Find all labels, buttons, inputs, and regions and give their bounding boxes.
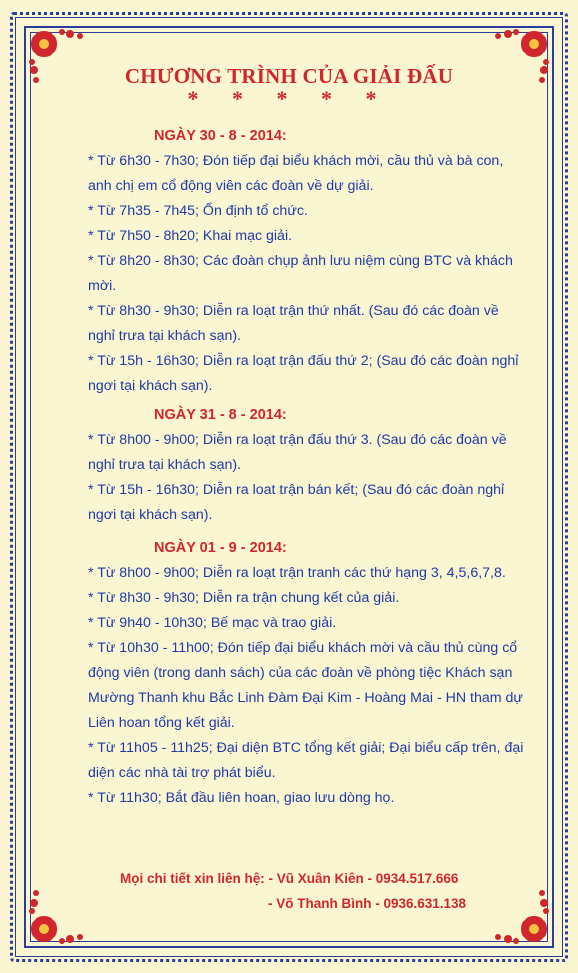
schedule [88,124,528,811]
schedule-item: * Từ 8h30 - 9h30; Diễn ra trận chung kết của giải. [88,590,400,606]
flower-corner-icon [490,885,552,947]
schedule-item: * Từ 15h - 16h30; Diễn ra loạt trận đấu thứ 2; (Sau đó các đoàn nghỉ ngơi tại khách sạn). [88,353,519,394]
schedule-item: * Từ 8h30 - 9h30; Diễn ra loạt trận thứ nhất. (Sau đó các đoàn về nghỉ trưa tại khách sạn). [88,303,499,344]
schedule-item: * Từ 7h50 - 8h20; Khai mạc giải. [88,228,293,244]
schedule-item: * Từ 15h - 16h30; Diễn ra loat trận bán kết; (Sau đó các đoàn nghỉ ngơi tại khách sạn). [88,482,505,523]
schedule-item: * Từ 6h30 - 7h30; Đón tiếp đại biểu khách mời, cầu thủ và bà con, anh chị em cổ động viên các đoàn về dự giải. [88,153,504,194]
day-heading: NGÀY 01 - 9 - 2014: [154,540,287,556]
schedule-item: * Từ 10h30 - 11h00; Đón tiếp đại biểu khách mời và cầu thủ cùng cổ động viên (trong danh sách) của các đoàn về phòng tiệc Khách sạn Mường Thanh khu Bắc Linh Đàm Đại Kim - Hoàng Mai - HN tham dự Liên hoan tổng kết giải. [88,640,523,731]
schedule-item: * Từ 7h35 - 7h45; Ổn định tổ chức. [88,203,308,219]
title-stars: * * * * * [187,86,391,111]
page-title: CHƯƠNG TRÌNH CỦA GIẢI ĐẤU [124,64,454,88]
day-heading: NGÀY 31 - 8 - 2014: [154,407,287,423]
contact-info [120,866,466,916]
schedule-item: * Từ 9h40 - 10h30; Bế mạc và trao giải. [88,615,337,631]
schedule-item: * Từ 8h20 - 8h30; Các đoàn chụp ảnh lưu niệm cùng BTC và khách mời. [88,253,513,294]
schedule-item: * Từ 8h00 - 9h00; Diễn ra loạt trận đấu thứ 3. (Sau đó các đoàn về nghỉ trưa tại khách sạn). [88,432,507,473]
schedule-item: * Từ 8h00 - 9h00; Diễn ra loạt trận tranh các thứ hạng 3, 4,5,6,7,8. [88,565,506,581]
flower-corner-icon [26,885,88,947]
schedule-item: * Từ 11h05 - 11h25; Đại diện BTC tổng kết giải; Đại biểu cấp trên, đại diện các nhà tài trợ phát biểu. [88,740,524,781]
contact-line: - Võ Thanh Bình - 0936.631.138 [268,896,467,911]
contact-line: Mọi chi tiết xin liên hệ: - Vũ Xuân Kiên - 0934.517.666 [120,871,459,886]
day-heading: NGÀY 30 - 8 - 2014: [154,128,287,144]
schedule-item: * Từ 11h30; Bắt đầu liên hoan, giao lưu dòng họ. [88,790,395,806]
